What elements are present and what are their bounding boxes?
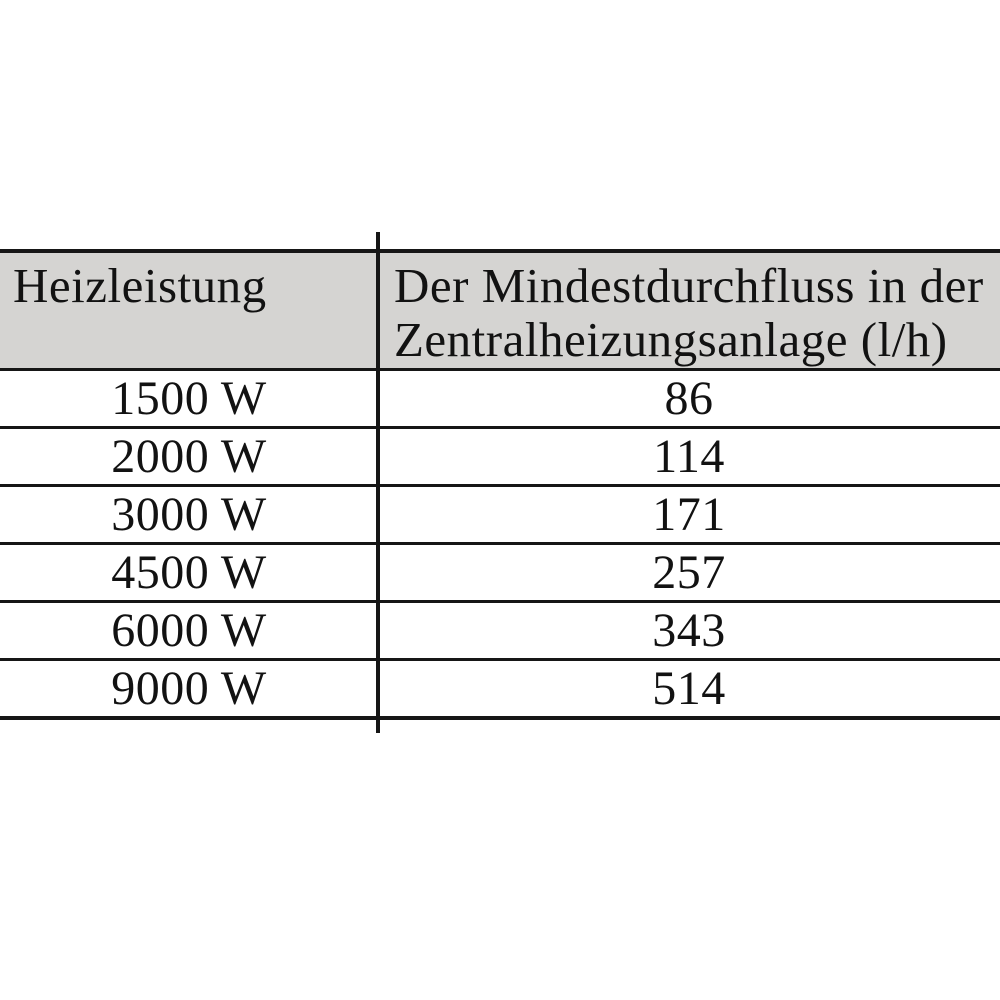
cell-mindestdurchfluss: 114: [653, 430, 725, 483]
col-header-mindestdurchfluss: Der Mindestdurchfluss in der Zentralheizungsanlage (l/h): [394, 258, 984, 367]
cell-mindestdurchfluss: 343: [652, 604, 726, 657]
cell-heizleistung: 6000 W: [111, 604, 267, 657]
cell-mindestdurchfluss: 514: [652, 662, 726, 715]
min-flow-table: [0, 249, 1000, 720]
col-header-heizleistung: Heizleistung: [13, 258, 267, 313]
cell-mindestdurchfluss: 171: [652, 488, 726, 541]
cell-mindestdurchfluss: 257: [652, 546, 726, 599]
cell-mindestdurchfluss: 86: [664, 372, 714, 425]
table-row: [0, 602, 1000, 660]
table-row: [0, 370, 1000, 428]
table-row: [0, 544, 1000, 602]
header-row: [0, 251, 1000, 370]
heizleistung-durchfluss-table: [0, 249, 1000, 720]
cell-heizleistung: 2000 W: [111, 430, 267, 483]
cell-heizleistung: 4500 W: [111, 546, 267, 599]
cell-heizleistung: 1500 W: [111, 372, 267, 425]
table-row: [0, 660, 1000, 719]
cell-heizleistung: 9000 W: [111, 662, 267, 715]
column-divider-line: [376, 232, 380, 733]
table-row: [0, 486, 1000, 544]
cell-heizleistung: 3000 W: [111, 488, 267, 541]
table-row: [0, 428, 1000, 486]
